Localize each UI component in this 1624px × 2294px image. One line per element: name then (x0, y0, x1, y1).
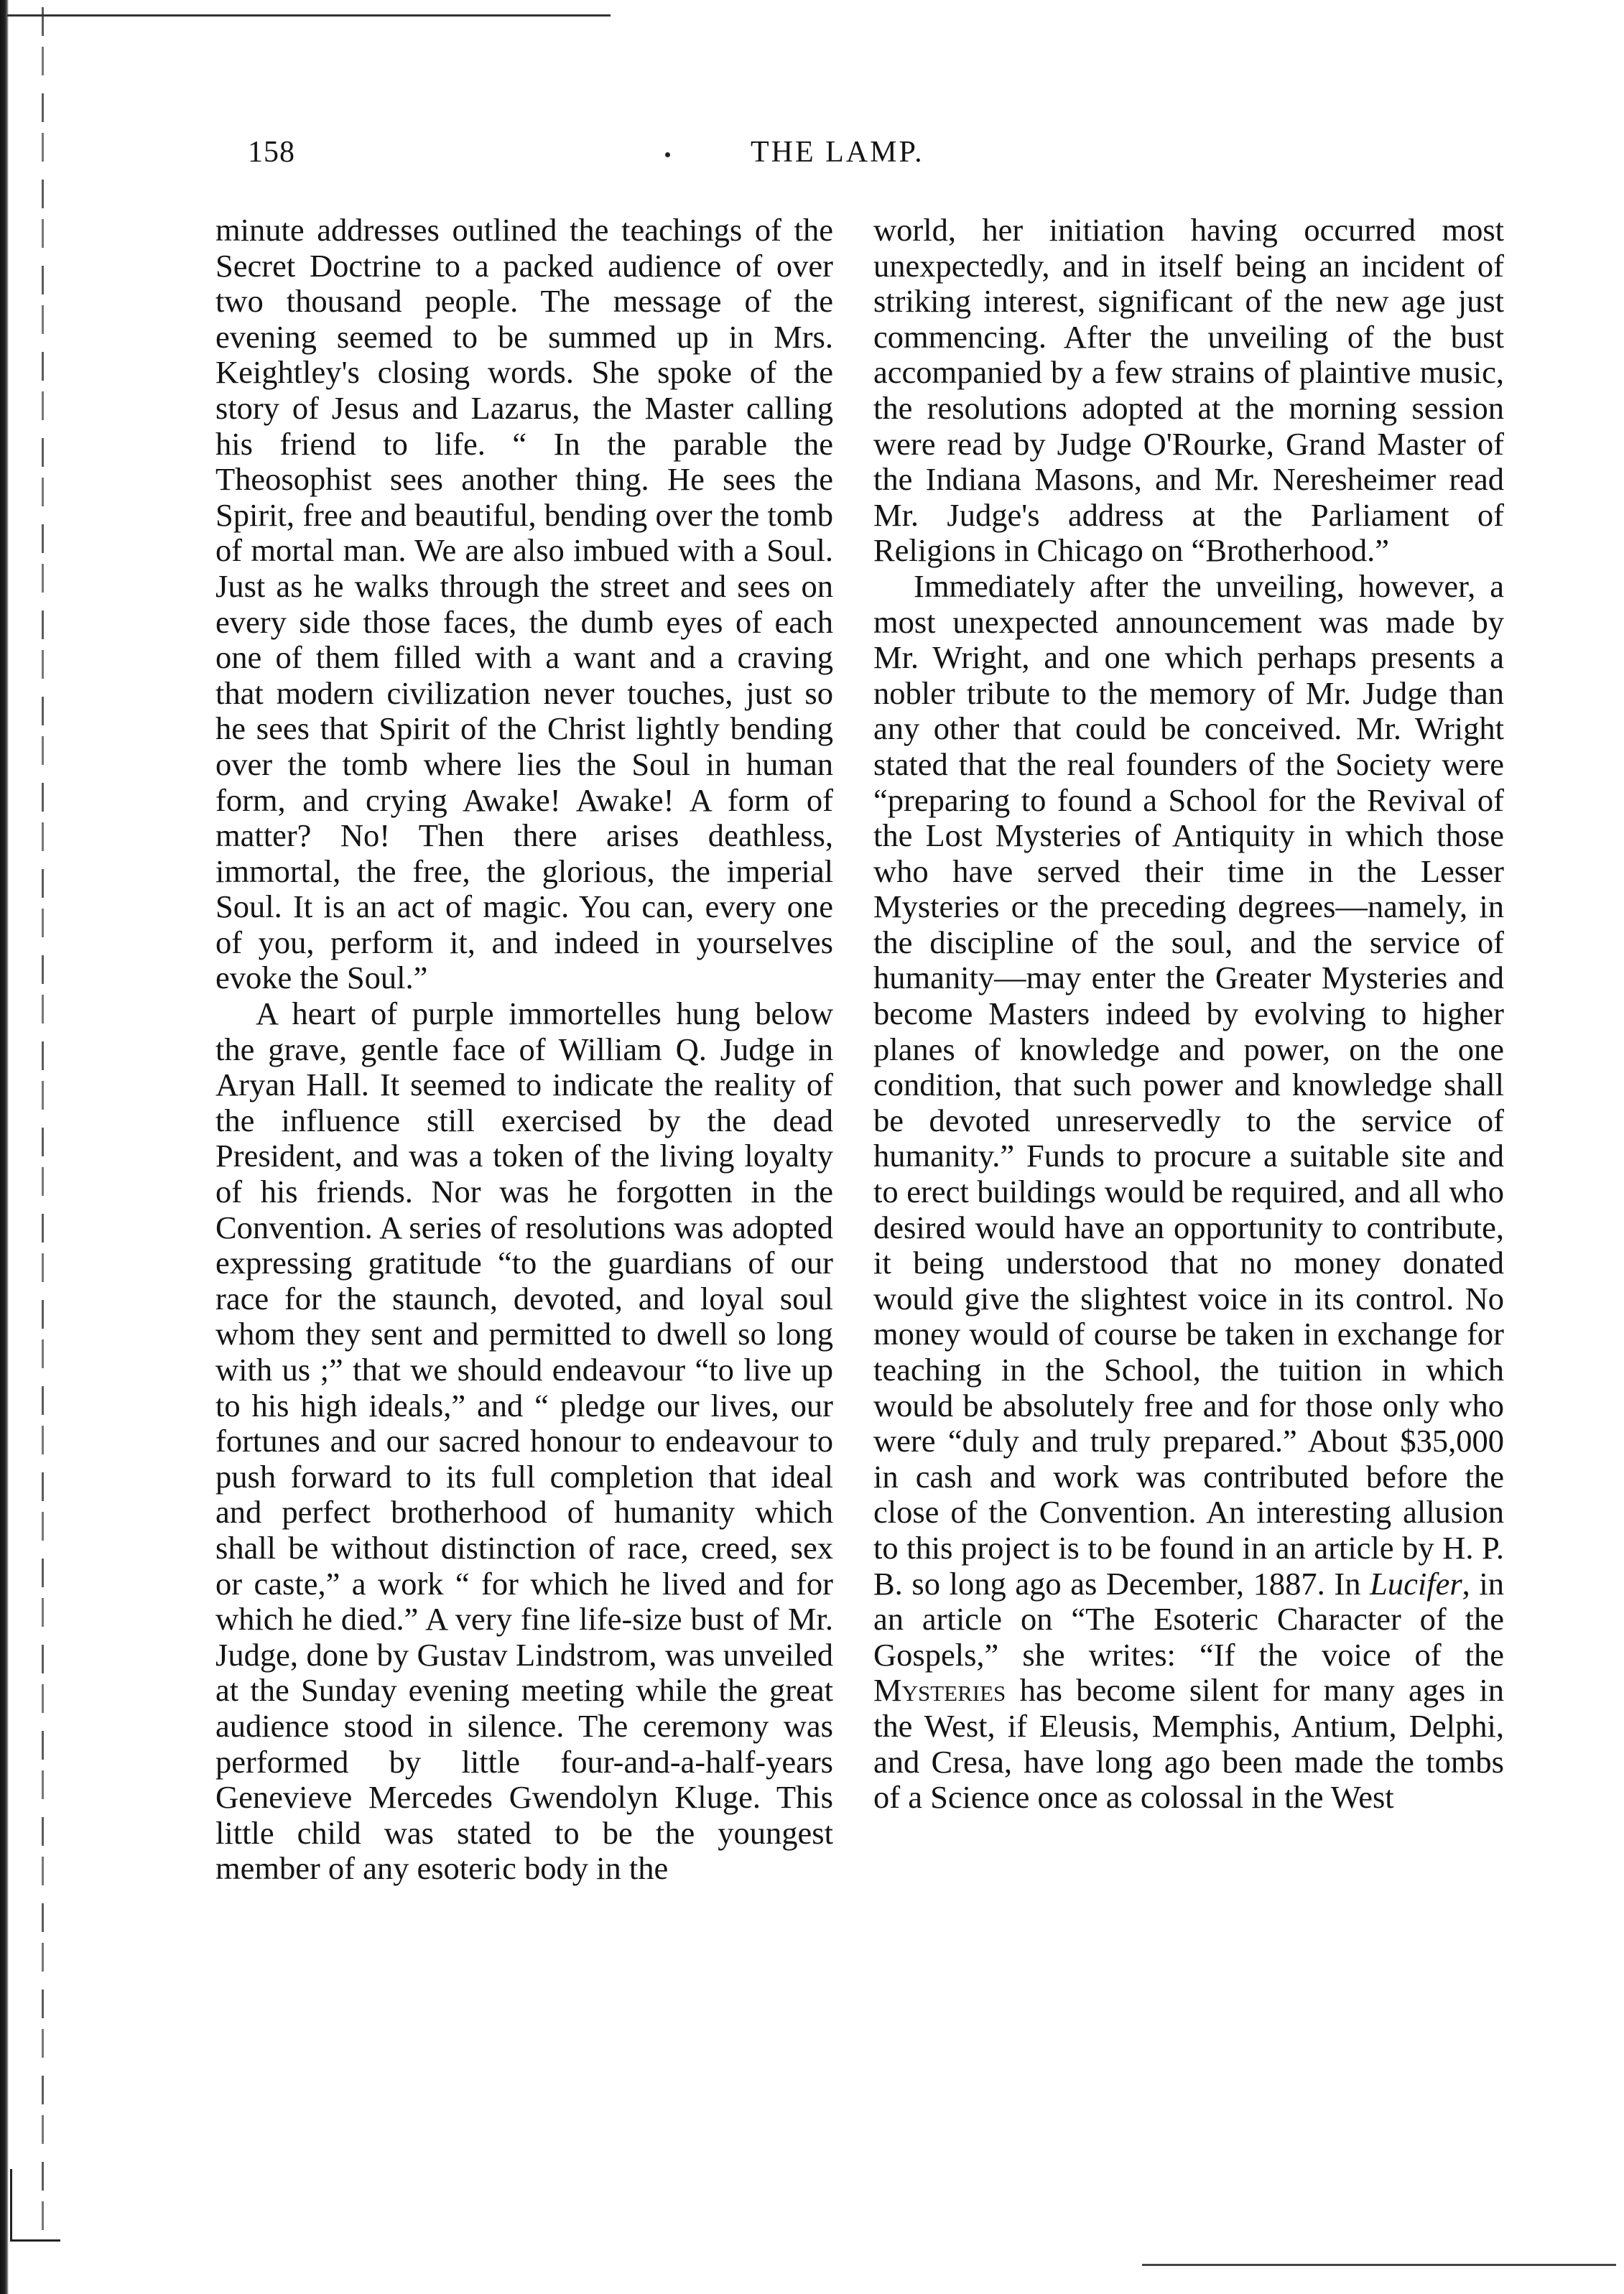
right-paragraph-2-text: Immediately after the unveiling, however, a most unexpected announcement was made by Mr. Wright, and one which perhaps presents a nobler tribute to the memory of Mr. Judge than any other that could be conceived. Mr. Wright stated that the real founders of the Society were “preparing to found a School for the Revival of the Lost Mysteries of Antiquity in which those who have served their time in the Lesser Mysteries or the preceding degrees—namely, in the discipline of the soul, and the service of humanity—may enter the Greater Mysteries and become Masters indeed by evolving to higher planes of knowledge and power, on the one condition, that such power and knowledge shall be devoted unreservedly to the service of humanity.” Funds to procure a suitable site and to erect buildings would be required, and all who desired would have an opportunity to contribute, it being understood that no money donated would give the slightest voice in its control. No money would of course be taken in exchange for teaching in the School, the tuition in which would be absolutely free and for those only who were “duly and truly prepared.” About $35,000 in cash and work was contributed before the close of the Convention. An interesting allusion to this project is to be found in an article by H. P. B. so long ago as December, 1887. In (873, 567, 1504, 1602)
binding-edge (0, 0, 9, 2294)
top-rule (7, 14, 611, 17)
corner-mark-vertical (10, 2169, 12, 2241)
header-dot (665, 152, 670, 157)
left-column (215, 213, 833, 1887)
running-title: THE LAMP. (751, 136, 924, 169)
mysteries-word: Mysteries (873, 1672, 1006, 1709)
corner-mark-horizontal (10, 2239, 60, 2242)
right-column (873, 213, 1504, 1816)
left-paragraph-2: A heart of purple immortelles hung below the grave, gentle face of William Q. Judge in Aryan Hall. It seemed to indicate the reality of the influence still exercised by the dead President, and was a token of the living loyalty of his friends. Nor was he forgotten in the Convention. A series of resolutions was adopted expressing gratitude “to the guardians of our race for the staunch, devoted, and loyal soul whom they sent and permitted to dwell so long with us ;” that we should endeavour “to live up to his high ideals,” and “ pledge our lives, our fortunes and our sacred honour to endeavour to push forward to its full completion that ideal and perfect brotherhood of humanity which shall be without distinction of race, creed, sex or caste,” a work “ for which he lived and for which he died.” A very fine life-size bust of Mr. Judge, done by Gustav Lindstrom, was unveiled at the Sunday evening meeting while the great audience stood in silence. The ceremony was performed by little four-and-a-half-years Genevieve Mercedes Gwendolyn Kluge. This little child was stated to be the youngest member of any esoteric body in the (215, 995, 833, 1887)
lucifer-title: Lucifer (1370, 1565, 1462, 1602)
right-paragraph-2-continued: , in an article on “The Esoteric Character of the Gospels,” she writes: “If the voice of the (873, 1565, 1505, 1673)
running-header (0, 135, 1624, 178)
right-paragraph-2 (873, 569, 1504, 1816)
binding-shadow (42, 7, 44, 2234)
page-number: 158 (248, 136, 295, 169)
bottom-rule (1142, 2264, 1616, 2266)
left-paragraph-1: minute addresses outlined the teachings of the Secret Doctrine to a packed audience of over two thousand people. The message of the evening seemed to be summed up in Mrs. Keightley's closing words. She spoke of the story of Jesus and Lazarus, the Master calling his friend to life. “ In the parable the Theosophist sees another thing. He sees the Spirit, free and beautiful, bending over the tomb of mortal man. We are also imbued with a Soul. Just as he walks through the street and sees on every side those faces, the dumb eyes of each one of them filled with a want and a craving that modern civilization never touches, just so he sees that Spirit of the Christ lightly bending over the tomb where lies the Soul in human form, and crying Awake! Awake! A form of matter? No! Then there arises deathless, immortal, the free, the glorious, the imperial Soul. It is an act of magic. You can, every one of you, perform it, and indeed in yourselves evoke the Soul.” (215, 212, 833, 996)
right-paragraph-2-end: has become silent for many ages in the West, if Eleusis, Memphis, Antium, Delphi, and Cresa, have long ago been made the tombs of a Science once as colossal in the West (873, 1672, 1504, 1816)
right-paragraph-1: world, her initiation having occurred most unexpectedly, and in itself being an incident of striking interest, significant of the new age just commencing. After the unveiling of the bust accompanied by a few strains of plaintive music, the resolutions adopted at the morning session were read by Judge O'Rourke, Grand Master of the Indiana Masons, and Mr. Neresheimer read Mr. Judge's address at the Parliament of Religions in Chicago on “Brotherhood.” (873, 212, 1504, 569)
